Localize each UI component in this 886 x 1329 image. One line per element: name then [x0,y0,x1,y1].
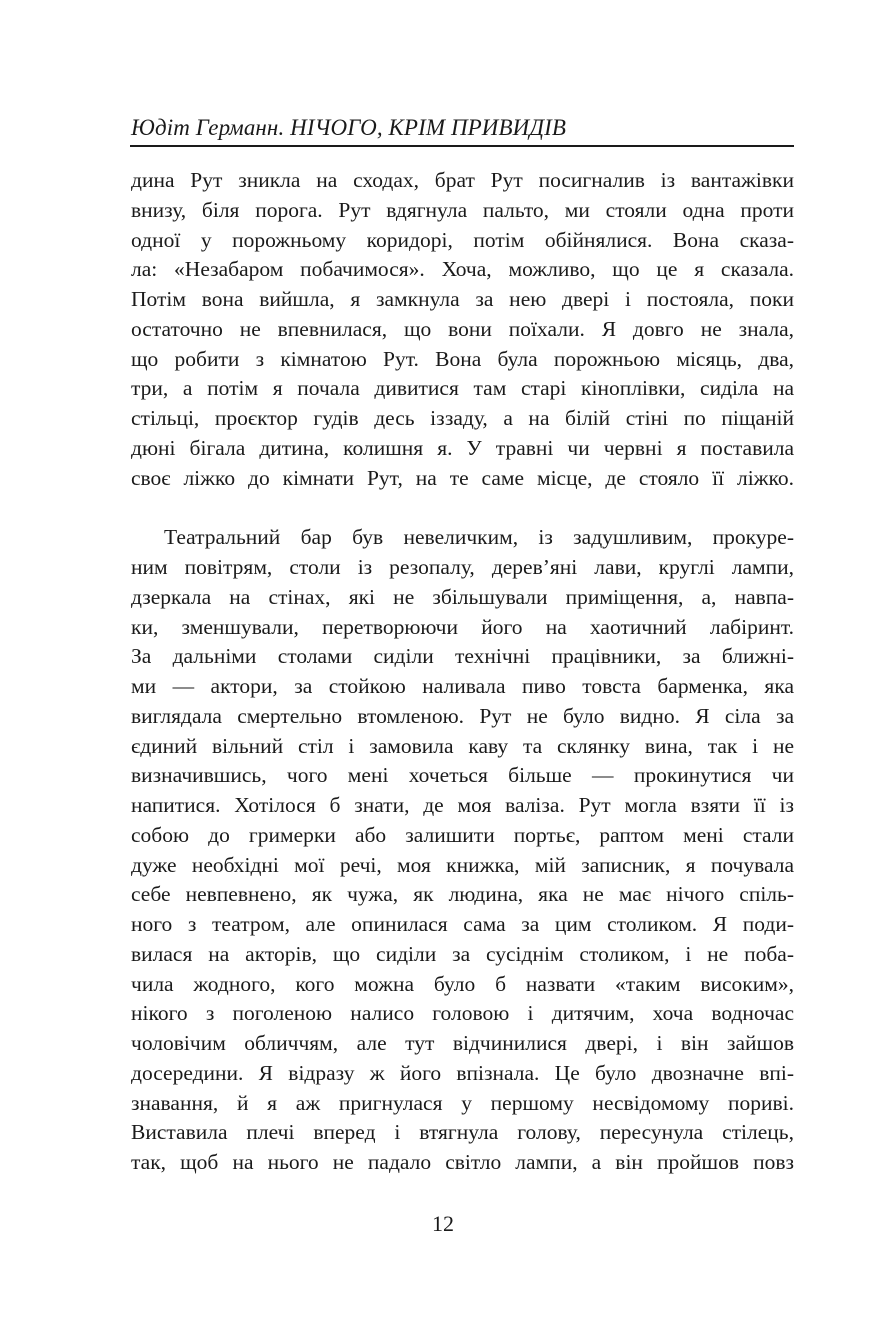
running-header: Юдіт Германн. НІЧОГО, КРІМ ПРИВИДІВ [131,115,567,140]
text-line: напитися. Хотілося б знати, де моя валіза. Рут могла взяти її із [131,793,794,817]
text-line: що робити з кімнатою Рут. Вона була порожньою місяць, два, [131,346,794,371]
page-number: 12 [432,1211,454,1236]
body-text [131,166,794,1178]
text-line: досередини. Я відразу ж його впізнала. Це було двозначне впі- [131,1060,794,1085]
text-line: Театральний бар був невеличким, із задушливим, прокуре- [164,525,794,550]
text-line: знавання, й я аж пригнулася у першому несвідомому пориві. [131,1090,794,1115]
text-line: нікого з поголеною налисо головою і дитячим, хоча водночас [131,1001,794,1026]
text-line: ного з театром, але опинилася сама за цим столиком. Я поди- [131,912,794,936]
text-line: остаточно не впевнилася, що вони поїхали. Я довго не знала, [131,316,794,341]
text-line: єдиний вільний стіл і замовила каву та склянку вина, так і не [131,733,794,758]
header-rule [130,145,794,147]
text-line: своє ліжко до кімнати Рут, на те саме місце, де стояло її ліжко. [131,465,794,490]
text-line: чоловічим обличчям, але тут відчинилися двері, і він зайшов [131,1031,794,1055]
text-line: ки, зменшували, перетворюючи його на хаотичний лабіринт. [131,614,794,639]
text-line: ми — актори, за стойкою наливала пиво товста барменка, яка [131,674,794,698]
text-line: дзеркала на стінах, які не збільшували приміщення, а, навпа- [131,584,794,609]
text-line: собою до гримерки або залишити портьє, раптом мені стали [131,822,794,847]
text-line: так, щоб на нього не падало світло лампи, а він пройшов повз [131,1150,794,1174]
text-line: ним повітрям, столи із резопалу, дерев’яні лави, круглі лампи, [131,555,794,579]
text-line: Потім вона вийшла, я замкнула за нею двері і постояла, поки [131,287,794,311]
text-line: дуже необхідні мої речі, моя книжка, мій записник, я почувала [131,852,794,877]
text-line: дюні бігала дитина, колишня я. У травні чи червні я поставила [131,435,794,460]
text-line: дина Рут зникла на сходах, брат Рут посигналив із вантажівки [131,168,794,192]
text-line: виглядала смертельно втомленою. Рут не було видно. Я сіла за [131,703,794,728]
text-line: себе невпевнено, як чужа, як людина, яка не має нічого спіль- [131,882,794,907]
text-line: Виставила плечі вперед і втягнула голову, пересунула стілець, [131,1120,794,1145]
text-line: внизу, біля порога. Рут вдягнула пальто, ми стояли одна проти [131,197,794,222]
text-line: одної у порожньому коридорі, потім обійнялися. Вона сказа- [131,227,794,252]
text-line: За дальніми столами сиділи технічні працівники, за ближні- [131,644,794,669]
paragraph-1 [131,166,794,493]
text-line: вилася на акторів, що сиділи за сусіднім столиком, і не поба- [131,941,794,966]
text-line: визначившись, чого мені хочеться більше — прокинутися чи [131,763,794,788]
text-line: три, а потім я почала дивитися там старі кіноплівки, сиділа на [131,376,794,401]
paragraph-2 [131,523,794,1178]
text-line: ла: «Незабаром побачимося». Хоча, можливо, що це я сказала. [131,257,794,282]
text-line: чила жодного, кого можна було б назвати «таким високим», [131,971,794,996]
text-line: стільці, проєктор гудів десь іззаду, а на білій стіні по піщаній [131,406,794,430]
